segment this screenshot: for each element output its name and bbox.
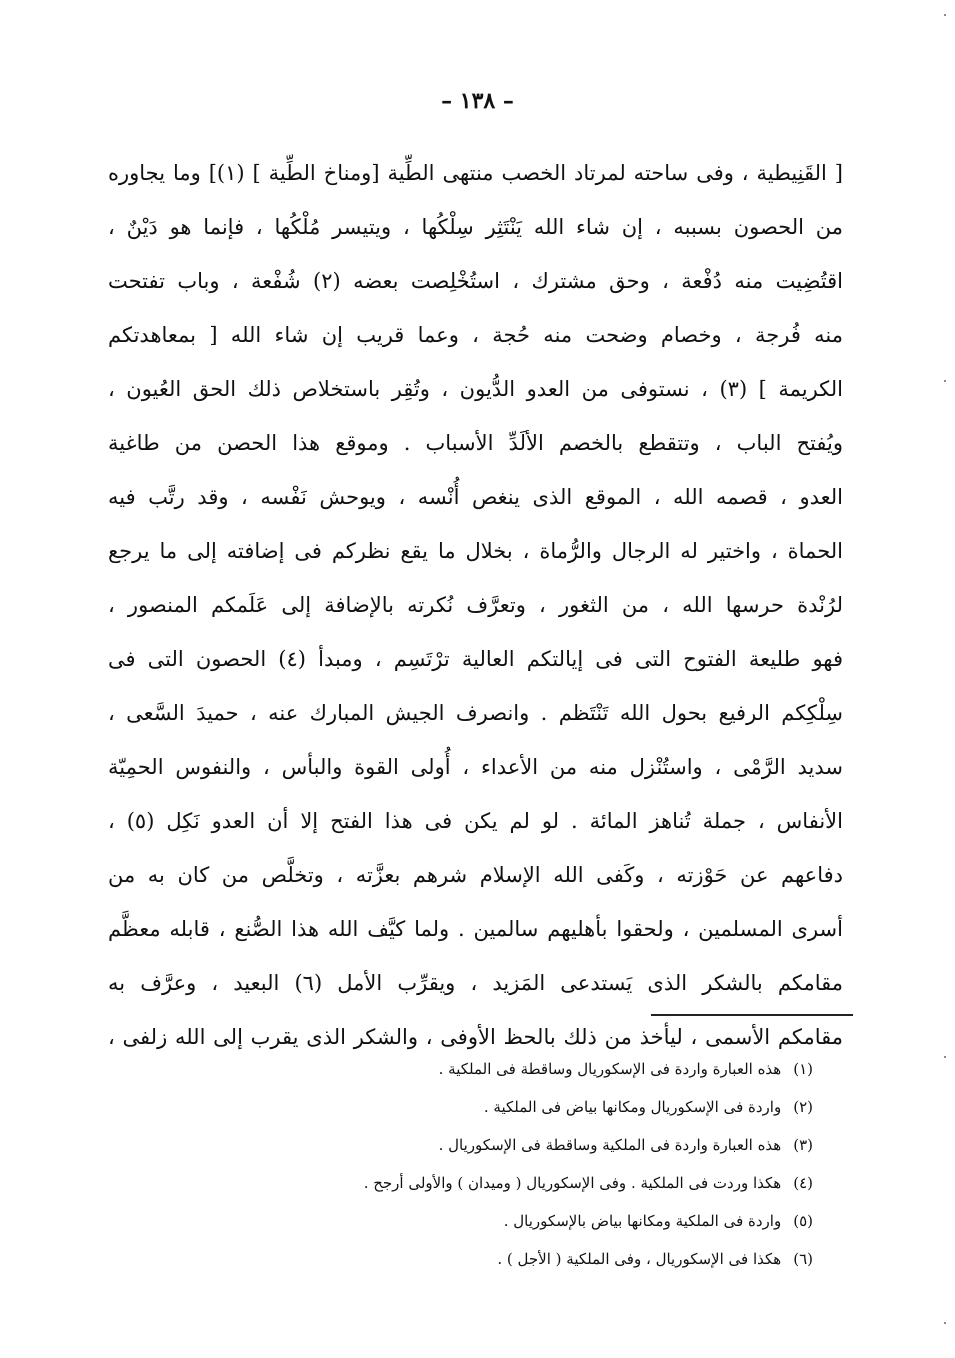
footnote	[253, 1240, 813, 1278]
footnote-text: هكذا وردت فى الملكية . وفى الإسكوريال ( وميدان ) والأولى أرجح .	[363, 1174, 782, 1192]
text-line: منه فُرجة ، وخصام وضحت منه حُجة ، وعما قريب إن شاء الله [ بمعاهدتكم	[108, 323, 843, 347]
footnote-number: (٢)	[793, 1098, 813, 1116]
footnote	[253, 1050, 813, 1088]
scan-speck	[944, 14, 946, 16]
footnote-number: (٥)	[793, 1212, 813, 1230]
text-line: اقتُضِيت منه دُفْعة ، وحق مشترك ، استُخْلِصت بعضه (٢) شُفْعة ، وباب تفتحت	[108, 269, 843, 293]
footnote-separator	[651, 1014, 853, 1016]
text-line: من الحصون بسببه ، إن شاء الله يَنْتَثِر سِلْكُها ، ويتيسر مُلْكُها ، فإنما هو دَيْنٌ ،	[108, 215, 843, 239]
footnote-number: (٤)	[793, 1174, 813, 1192]
text-line: الحماة ، واختير له الرجال والرُّماة ، بخلال ما يقع نظركم فى إضافته إلى ما يرجع	[108, 539, 843, 563]
text-line: مقامكم الأسمى ، ليأخذ من ذلك بالحظ الأوفى ، والشكر الذى يقرب إلى الله زلفى ،	[108, 1025, 843, 1049]
footnote-number: (١)	[793, 1060, 813, 1078]
footnote	[253, 1126, 813, 1164]
footnote-text: هذه العبارة واردة فى الإسكوريال وساقطة فى الملكية .	[438, 1060, 782, 1078]
footnote	[253, 1164, 813, 1202]
text-line: الأنفاس ، جملة تُناهز المائة . لو لم يكن فى هذا الفتح إلا أن العدو نَكِل (٥) ،	[108, 809, 843, 833]
text-line: دفاعهم عن حَوْزته ، وكَفى الله الإسلام شرهم بعزَّته ، وتخلَّص من كان به من	[108, 863, 843, 887]
page-number: – ١٣٨ –	[441, 88, 514, 114]
text-line: لرُنْدة حرسها الله ، من الثغور ، وتعرَّف نُكرته بالإضافة إلى عَلَمكم المنصور ،	[108, 593, 843, 617]
text-line: فهو طليعة الفتوح التى فى إيالتكم العالية ترْتَسِم ، ومبدأ (٤) الحصون التى فى	[108, 647, 843, 671]
text-line: مقامكم بالشكر الذى يَستدعى المَزيد ، ويقرِّب الأمل (٦) البعيد ، وعرَّف به	[108, 971, 843, 995]
footnote-text: واردة فى الملكية ومكانها بياض بالإسكوريال .	[503, 1212, 782, 1230]
scan-speck	[944, 380, 946, 382]
main-text	[108, 146, 843, 1064]
footnote	[253, 1202, 813, 1240]
footnote-number: (٣)	[793, 1136, 813, 1154]
text-line: الكريمة ] (٣) ، نستوفى من العدو الدُّيون ، وتُقِر باستخلاص ذلك الحق العُيون ،	[108, 377, 843, 401]
footnotes	[253, 1050, 813, 1278]
footnote-text: هكذا فى الإسكوريال ، وفى الملكية ( الأجل ) .	[497, 1250, 782, 1268]
footnote-text: واردة فى الإسكوريال ومكانها بياض فى الملكية .	[483, 1098, 782, 1116]
scan-speck	[944, 1322, 946, 1324]
footnote	[253, 1088, 813, 1126]
text-line: سِلْكِكم الرفيع بحول الله تَنْتَظم . وانصرف الجيش المبارك عنه ، حميدَ السَّعى ،	[108, 701, 843, 725]
text-line: ويُفتح الباب ، وتتقطع بالخصم الألَدِّ الأسباب . وموقع هذا الحصن من طاغية	[108, 431, 843, 455]
text-line: العدو ، قصمه الله ، الموقع الذى ينغص أُنْسه ، ويوحش نَفْسه ، وقد رتَّب فيه	[108, 485, 843, 509]
text-line: سديد الرَّمْى ، واستُنْزل منه من الأعداء ، أُولى القوة والبأس ، والنفوس الحمِيّة	[108, 755, 843, 779]
text-line: [ القَنِيطية ، وفى ساحته لمرتاد الخصب منتهى الطِّية [ومناخ الطِّية ] (١)] وما يجاوره	[108, 161, 843, 185]
scan-speck	[944, 1056, 946, 1058]
text-line: أسرى المسلمين ، ولحقوا بأهليهم سالمين . ولما كيَّف الله هذا الصُّنع ، قابله معظَّم	[108, 917, 843, 941]
footnote-text: هذه العبارة واردة فى الملكية وساقطة فى الإسكوريال .	[438, 1136, 782, 1154]
footnote-number: (٦)	[793, 1250, 813, 1268]
